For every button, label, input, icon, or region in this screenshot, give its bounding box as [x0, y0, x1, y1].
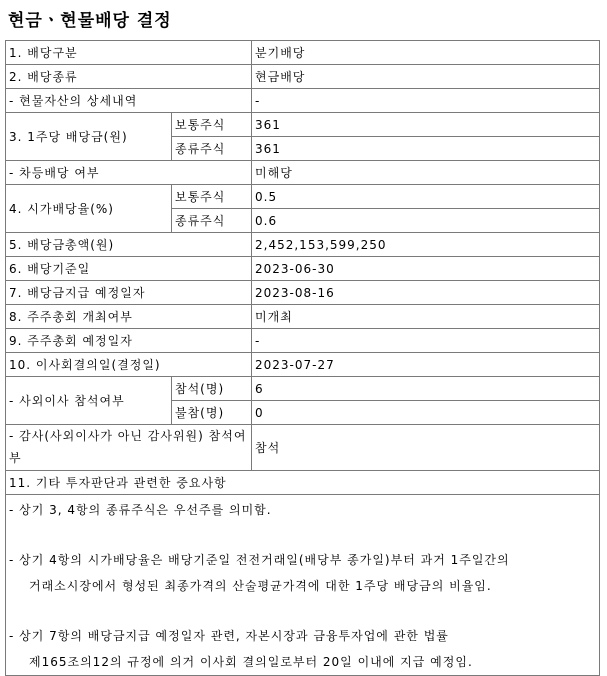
- table-row: [6, 41, 600, 65]
- row-value: 0.6: [252, 209, 600, 233]
- row-sublabel: 종류주식: [172, 209, 252, 233]
- row-value: 현금배당: [252, 65, 600, 89]
- row-label: 3. 1주당 배당금(원): [6, 113, 172, 161]
- table-row: [6, 65, 600, 89]
- row-value: 2023-06-30: [252, 257, 600, 281]
- table-row: [6, 257, 600, 281]
- row-value: 0.5: [252, 185, 600, 209]
- row-sublabel: 보통주식: [172, 113, 252, 137]
- table-row: [6, 305, 600, 329]
- table-row: [6, 233, 600, 257]
- row-value: -: [252, 89, 600, 113]
- note-item: [9, 547, 596, 599]
- table-row: [6, 495, 600, 676]
- table-row: [6, 353, 600, 377]
- table-row: [6, 425, 600, 471]
- table-row: [6, 377, 600, 401]
- note-line: 제165조의12의 규정에 의거 이사회 결의일로부터 20일 이내에 지급 예정임.: [29, 655, 473, 669]
- row-label: - 감사(사외이사가 아닌 감사위원) 참석여부: [6, 425, 252, 471]
- note-line: - 상기 7항의 배당금지급 예정일자 관련, 자본시장과 금융투자업에 관한 법률: [9, 629, 449, 643]
- row-label: 10. 이사회결의일(결정일): [6, 353, 252, 377]
- table-row: [6, 471, 600, 495]
- row-label: - 사외이사 참석여부: [6, 377, 172, 425]
- row-value: 361: [252, 137, 600, 161]
- table-row: [6, 113, 600, 137]
- note-line: - 상기 3, 4항의 종류주식은 우선주를 의미함.: [9, 503, 272, 517]
- row-value: 참석: [252, 425, 600, 471]
- row-value: -: [252, 329, 600, 353]
- row-value: 미개최: [252, 305, 600, 329]
- row-value: 미해당: [252, 161, 600, 185]
- row-sublabel: 참석(명): [172, 377, 252, 401]
- note-item: [9, 497, 596, 523]
- table-row: [6, 89, 600, 113]
- row-value: 2,452,153,599,250: [252, 233, 600, 257]
- row-sublabel: 보통주식: [172, 185, 252, 209]
- row-sublabel: 불참(명): [172, 401, 252, 425]
- table-row: [6, 281, 600, 305]
- row-label: 7. 배당금지급 예정일자: [6, 281, 252, 305]
- row-label: 1. 배당구분: [6, 41, 252, 65]
- row-value: 6: [252, 377, 600, 401]
- row-label: - 현물자산의 상세내역: [6, 89, 252, 113]
- row-value: 361: [252, 113, 600, 137]
- row-sublabel: 종류주식: [172, 137, 252, 161]
- row-value: 2023-07-27: [252, 353, 600, 377]
- row-label: 8. 주주총회 개최여부: [6, 305, 252, 329]
- dividend-disclosure-table: [5, 40, 600, 676]
- notes-cell: [6, 495, 600, 676]
- note-line: - 상기 4항의 시가배당율은 배당기준일 전전거래일(배당부 종가일)부터 과거 1주일간의: [9, 553, 510, 567]
- row-label: 4. 시가배당율(%): [6, 185, 172, 233]
- note-line: 거래소시장에서 형성된 최종가격의 산술평균가격에 대한 1주당 배당금의 비율임.: [29, 579, 492, 593]
- table-row: [6, 161, 600, 185]
- row-label: 9. 주주총회 예정일자: [6, 329, 252, 353]
- row-value: 2023-08-16: [252, 281, 600, 305]
- table-row: [6, 329, 600, 353]
- row-label: 5. 배당금총액(원): [6, 233, 252, 257]
- note-item: [9, 623, 596, 675]
- row-label: 11. 기타 투자판단과 관련한 중요사항: [6, 471, 600, 495]
- row-value: 분기배당: [252, 41, 600, 65]
- row-label: - 차등배당 여부: [6, 161, 252, 185]
- page-title: 현금ㆍ현물배당 결정: [8, 11, 172, 31]
- row-label: 6. 배당기준일: [6, 257, 252, 281]
- row-value: 0: [252, 401, 600, 425]
- table-row: [6, 185, 600, 209]
- row-label: 2. 배당종류: [6, 65, 252, 89]
